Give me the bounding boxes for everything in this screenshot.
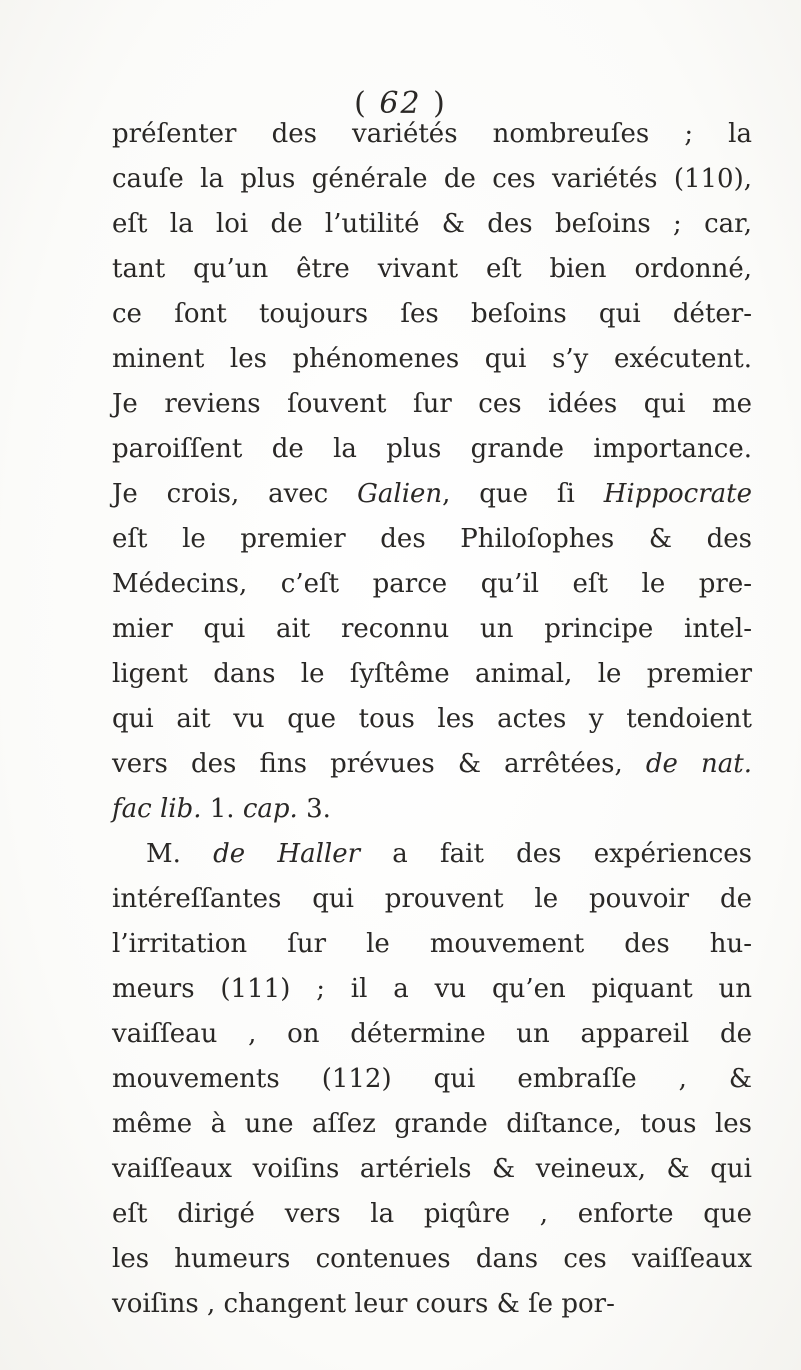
text-line [112,607,752,652]
text-line [112,742,752,787]
text-line [112,652,752,697]
text-span: Je reviens ſouvent ſur ces idées qui me [112,389,752,419]
text-span: cauſe la plus générale de ces variétés (110), [112,164,752,194]
text-line [112,967,752,1012]
text-span: a fait des expériences [360,839,752,869]
text-span: vaiſſeau , on détermine un appareil de [112,1019,752,1049]
text-span: mier qui ait reconnu un principe intel- [112,614,752,644]
text-span: , que ſi [442,479,604,509]
text-line [112,562,752,607]
text-span: eſt la loi de l’utilité & des beſoins ; car, [112,209,752,239]
text-line [112,382,752,427]
text-span: même à une aſſez grande diſtance, tous les [112,1109,752,1139]
text-line [112,922,752,967]
text-line [112,427,752,472]
text-line [112,1282,752,1327]
text-span: ligent dans le ſyſtême animal, le premier [112,659,752,689]
text-line [112,1012,752,1057]
text-line [112,157,752,202]
text-span: 1. [201,794,243,824]
italic-text: de nat. [645,749,752,779]
text-line [112,517,752,562]
text-span: M. [146,839,214,869]
text-line [112,1057,752,1102]
page-number: ( 62 ) [354,86,447,121]
text-line [112,202,752,247]
text-span: vers des fins prévues & arrêtées, [112,749,646,779]
text-line [112,292,752,337]
text-span: intéreſſantes qui prouvent le pouvoir de [112,884,752,914]
text-line [112,1237,752,1282]
text-line [112,472,752,517]
text-span: minent les phénomenes qui s’y exécutent. [112,344,752,374]
text-span: eſt dirigé vers la piqûre , enforte que [112,1199,752,1229]
text-span: qui ait vu que tous les actes y tendoient [112,704,752,734]
text-span: 3. [297,794,331,824]
text-line [112,697,752,742]
text-line [112,247,752,292]
text-span: Médecins, c’eſt parce qu’il eſt le pre- [112,569,752,599]
text-span: Je crois, avec [112,479,358,509]
text-span: l’irritation ſur le mouvement des hu- [112,929,752,959]
text-line [112,877,752,922]
text-line [112,337,752,382]
italic-text: cap. [242,794,298,824]
text-line [112,787,752,832]
body-text [112,112,752,1327]
text-span: préſenter des variétés nombreuſes ; la [112,119,752,149]
text-span: eſt le premier des Philoſophes & des [112,524,752,554]
text-line [112,1192,752,1237]
italic-text: de Haller [213,839,361,869]
text-span: voiſins , changent leur cours & ſe por- [112,1289,615,1319]
text-span: mouvements (112) qui embraſſe , & [112,1064,752,1094]
text-line [112,1102,752,1147]
text-line [112,1147,752,1192]
text-line [112,112,752,157]
text-span: meurs (111) ; il a vu qu’en piquant un [112,974,752,1004]
italic-text: fac lib. [112,794,202,824]
text-span: vaiſſeaux voiſins artériels & veineux, & qui [112,1154,752,1184]
text-span: tant qu’un être vivant eſt bien ordonné, [112,254,752,284]
text-span: les humeurs contenues dans ces vaiſſeaux [112,1244,752,1274]
italic-text: Galien [357,479,443,509]
text-span: paroiſſent de la plus grande importance. [112,434,752,464]
text-line [112,832,752,877]
text-span: ce ſont toujours ſes beſoins qui déter- [112,299,752,329]
italic-text: Hippocrate [603,479,752,509]
